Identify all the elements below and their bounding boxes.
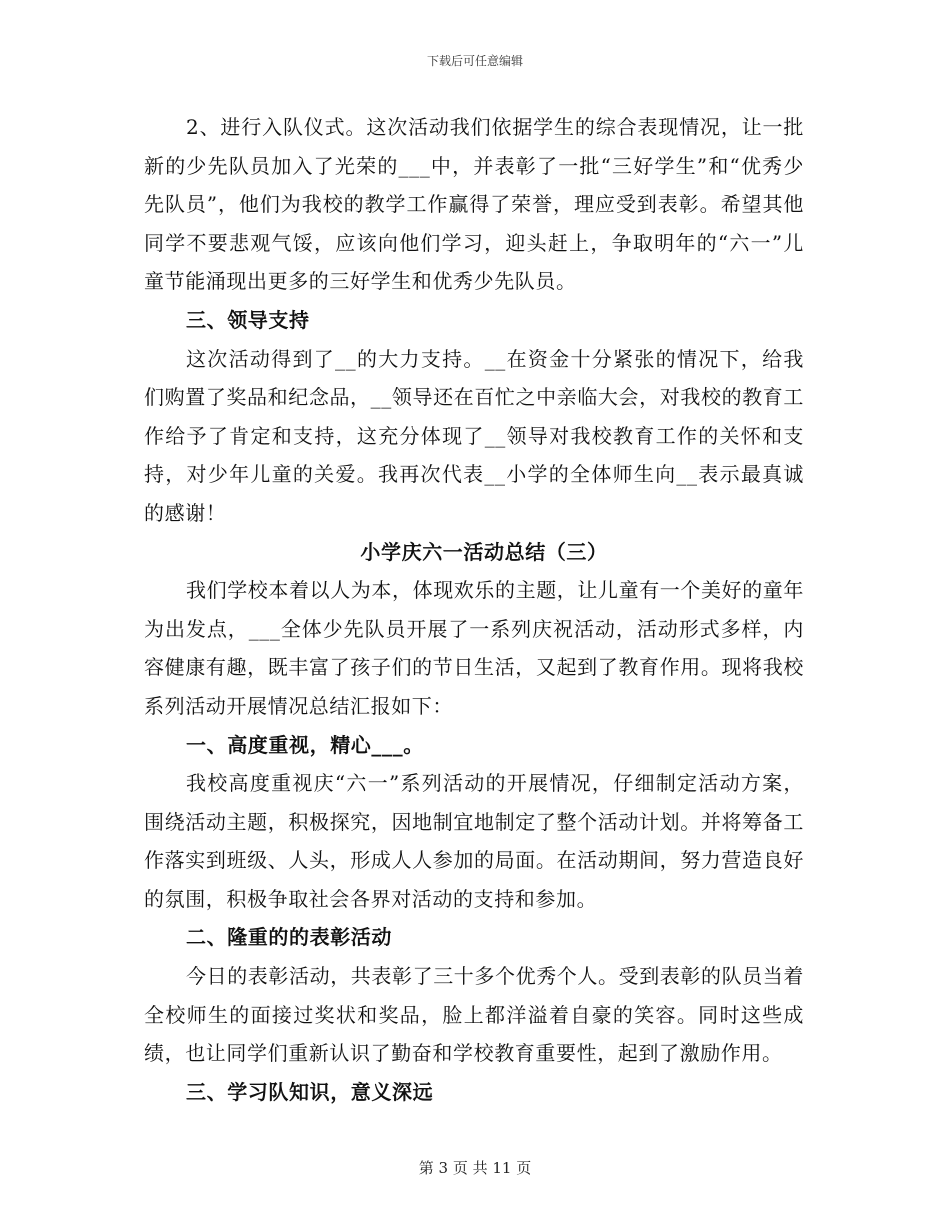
section-title-summary-3: 小学庆六一活动总结（三）: [360, 539, 608, 564]
heading-high-attention: 一、高度重视，精心___。: [186, 732, 424, 757]
heading-commendation: 二、隆重的的表彰活动: [186, 925, 392, 950]
paragraph-induction-ceremony: 2、进行入队仪式。这次活动我们依据学生的综合表现情况，让一批新的少先队员加入了光荣的___中，并表彰了一批“三好学生”和“优秀少先队员”，他们为我校的教学工作赢得了荣誉，理应受到表彰。希望其他同学不要悲观气馁，应该向他们学习，迎头赶上，争取明年的“六一”儿童节能涌现出更多的三好学生和优秀少先队员。: [144, 115, 804, 294]
paragraph-leadership-support: 这次活动得到了__的大力支持。__在资金十分紧张的情况下，给我们购置了奖品和纪念品，__领导还在百忙之中亲临大会，对我校的教育工作给予了肯定和支持，这充分体现了__领导对我校教育工作的关怀和支持，对少年儿童的关爱。我再次代表__小学的全体师生向__表示最真诚的感谢！: [144, 346, 804, 525]
paragraph-commendation: 今日的表彰活动，共表彰了三十多个优秀个人。受到表彰的队员当着全校师生的面接过奖状和奖品，脸上都洋溢着自豪的笑容。同时这些成绩，也让同学们重新认识了勤奋和学校教育重要性，起到了激励作用。: [144, 964, 804, 1066]
document-body: [144, 108, 804, 1111]
paragraph-intro: 我们学校本着以人为本，体现欢乐的主题，让儿童有一个美好的童年为出发点，___全体少先队员开展了一系列庆祝活动，活动形式多样，内容健康有趣，既丰富了孩子们的节日生活，又起到了教育作用。现将我校系列活动开展情况总结汇报如下：: [144, 578, 804, 718]
paragraph-high-attention: 我校高度重视庆“六一”系列活动的开展情况，仔细制定活动方案，围绕活动主题，积极探究，因地制宜地制定了整个活动计划。并将筹备工作落实到班级、人头，形成人人参加的局面。在活动期间，努力营造良好的氛围，积极争取社会各界对活动的支持和参加。: [144, 771, 804, 911]
heading-leadership-support: 三、领导支持: [186, 307, 310, 332]
page-header-note: 下载后可任意编辑: [426, 54, 523, 68]
page-number: 第 3 页 共 11 页: [418, 1159, 532, 1177]
heading-learn-knowledge: 三、学习队知识，意义深远: [186, 1079, 434, 1104]
